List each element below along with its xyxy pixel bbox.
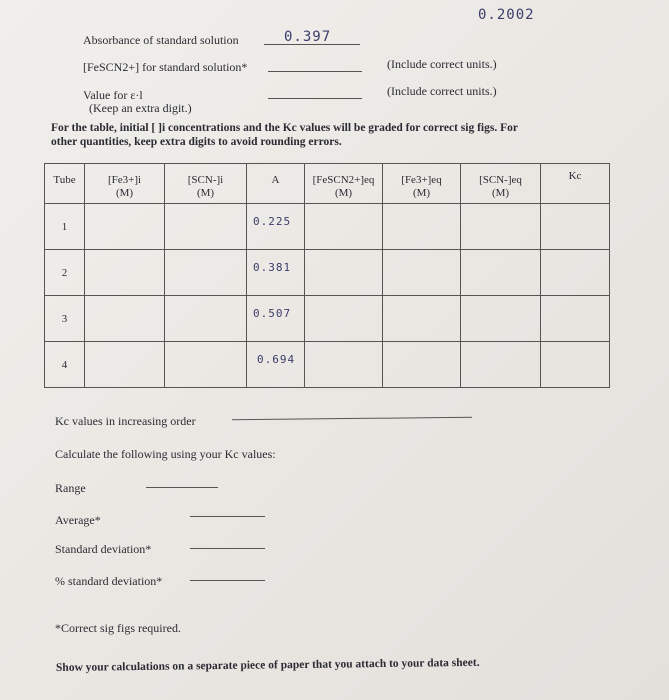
table-instructions-line2: other quantities, keep extra digits to avoid rounding errors. <box>51 136 342 148</box>
fescn-standard-label: [FeSCN2+] for standard solution* <box>83 60 248 74</box>
header-fescn-eq: [FeSCN2+]eq (M) <box>305 164 383 204</box>
calc-prompt: Calculate the following using your Kc values: <box>55 447 276 461</box>
fescn-standard-blank <box>268 71 362 72</box>
handwritten-top-value: 0.2002 <box>478 7 535 23</box>
absorbance-handwritten: 0.694 <box>257 353 296 366</box>
include-units-note-1: (Include correct units.) <box>387 57 497 71</box>
table-row <box>45 204 610 250</box>
pct-std-dev-blank <box>190 580 265 581</box>
scn-eq-cell <box>461 342 541 388</box>
absorbance-handwritten: 0.381 <box>253 261 292 274</box>
keep-extra-digit-note: (Keep an extra digit.) <box>89 101 192 115</box>
absorbance-cell <box>247 204 305 250</box>
scn-initial-cell <box>165 250 247 296</box>
fe-eq-cell <box>383 342 461 388</box>
header-fe-initial: [Fe3+]i (M) <box>85 164 165 204</box>
fescn-eq-cell <box>305 296 383 342</box>
fe-initial-cell <box>85 250 165 296</box>
header-tube: Tube <box>45 164 85 204</box>
kc-increasing-order-label: Kc values in increasing order <box>55 414 196 428</box>
kc-cell <box>541 296 610 342</box>
absorbance-cell <box>247 250 305 296</box>
show-calculations-note: Show your calculations on a separate piece of paper that you attach to your data sheet. <box>55 656 480 674</box>
average-label: Average* <box>55 513 101 527</box>
fe-eq-cell <box>383 296 461 342</box>
epsilon-l-label: Value for ε·l <box>83 88 143 102</box>
table-row <box>45 342 610 388</box>
average-blank <box>190 516 265 517</box>
fe-initial-cell <box>85 296 165 342</box>
fe-eq-cell <box>383 204 461 250</box>
fescn-eq-cell <box>305 204 383 250</box>
scn-initial-cell <box>165 296 247 342</box>
fe-initial-cell <box>85 342 165 388</box>
scn-eq-cell <box>461 296 541 342</box>
table-row <box>45 250 610 296</box>
fe-initial-cell <box>85 204 165 250</box>
kc-cell <box>541 250 610 296</box>
scn-eq-cell <box>461 250 541 296</box>
include-units-note-2: (Include correct units.) <box>387 84 497 98</box>
absorbance-value: 0.397 <box>284 29 332 45</box>
sig-figs-note: *Correct sig figs required. <box>55 621 181 635</box>
kc-cell <box>541 342 610 388</box>
scn-eq-cell <box>461 204 541 250</box>
fe-eq-cell <box>383 250 461 296</box>
scn-initial-cell <box>165 342 247 388</box>
table-header-row <box>45 164 610 204</box>
fescn-eq-cell <box>305 250 383 296</box>
header-kc: Kc <box>541 164 610 204</box>
std-dev-label: Standard deviation* <box>55 542 152 556</box>
scn-initial-cell <box>165 204 247 250</box>
kc-order-blank <box>232 417 472 421</box>
absorbance-cell <box>247 296 305 342</box>
table-instructions-line1: For the table, initial [ ]i concentrations and the Kc values will be graded for correct sig figs. For <box>51 122 518 134</box>
std-dev-blank <box>190 548 265 549</box>
tube-number: 3 <box>45 296 85 342</box>
epsilon-l-blank <box>268 98 362 99</box>
tube-number: 2 <box>45 250 85 296</box>
absorbance-blank <box>264 44 360 45</box>
fescn-eq-cell <box>305 342 383 388</box>
header-scn-eq: [SCN-]eq (M) <box>461 164 541 204</box>
data-table <box>44 163 610 388</box>
header-scn-initial: [SCN-]i (M) <box>165 164 247 204</box>
table-row <box>45 296 610 342</box>
kc-cell <box>541 204 610 250</box>
absorbance-cell <box>247 342 305 388</box>
range-blank <box>146 487 218 488</box>
range-label: Range <box>55 481 86 495</box>
absorbance-handwritten: 0.225 <box>253 215 292 228</box>
pct-std-dev-label: % standard deviation* <box>55 574 163 588</box>
header-absorbance: A <box>247 164 305 204</box>
absorbance-label: Absorbance of standard solution <box>83 33 239 47</box>
header-fe-eq: [Fe3+]eq (M) <box>383 164 461 204</box>
tube-number: 4 <box>45 342 85 388</box>
tube-number: 1 <box>45 204 85 250</box>
absorbance-handwritten: 0.507 <box>253 307 292 320</box>
